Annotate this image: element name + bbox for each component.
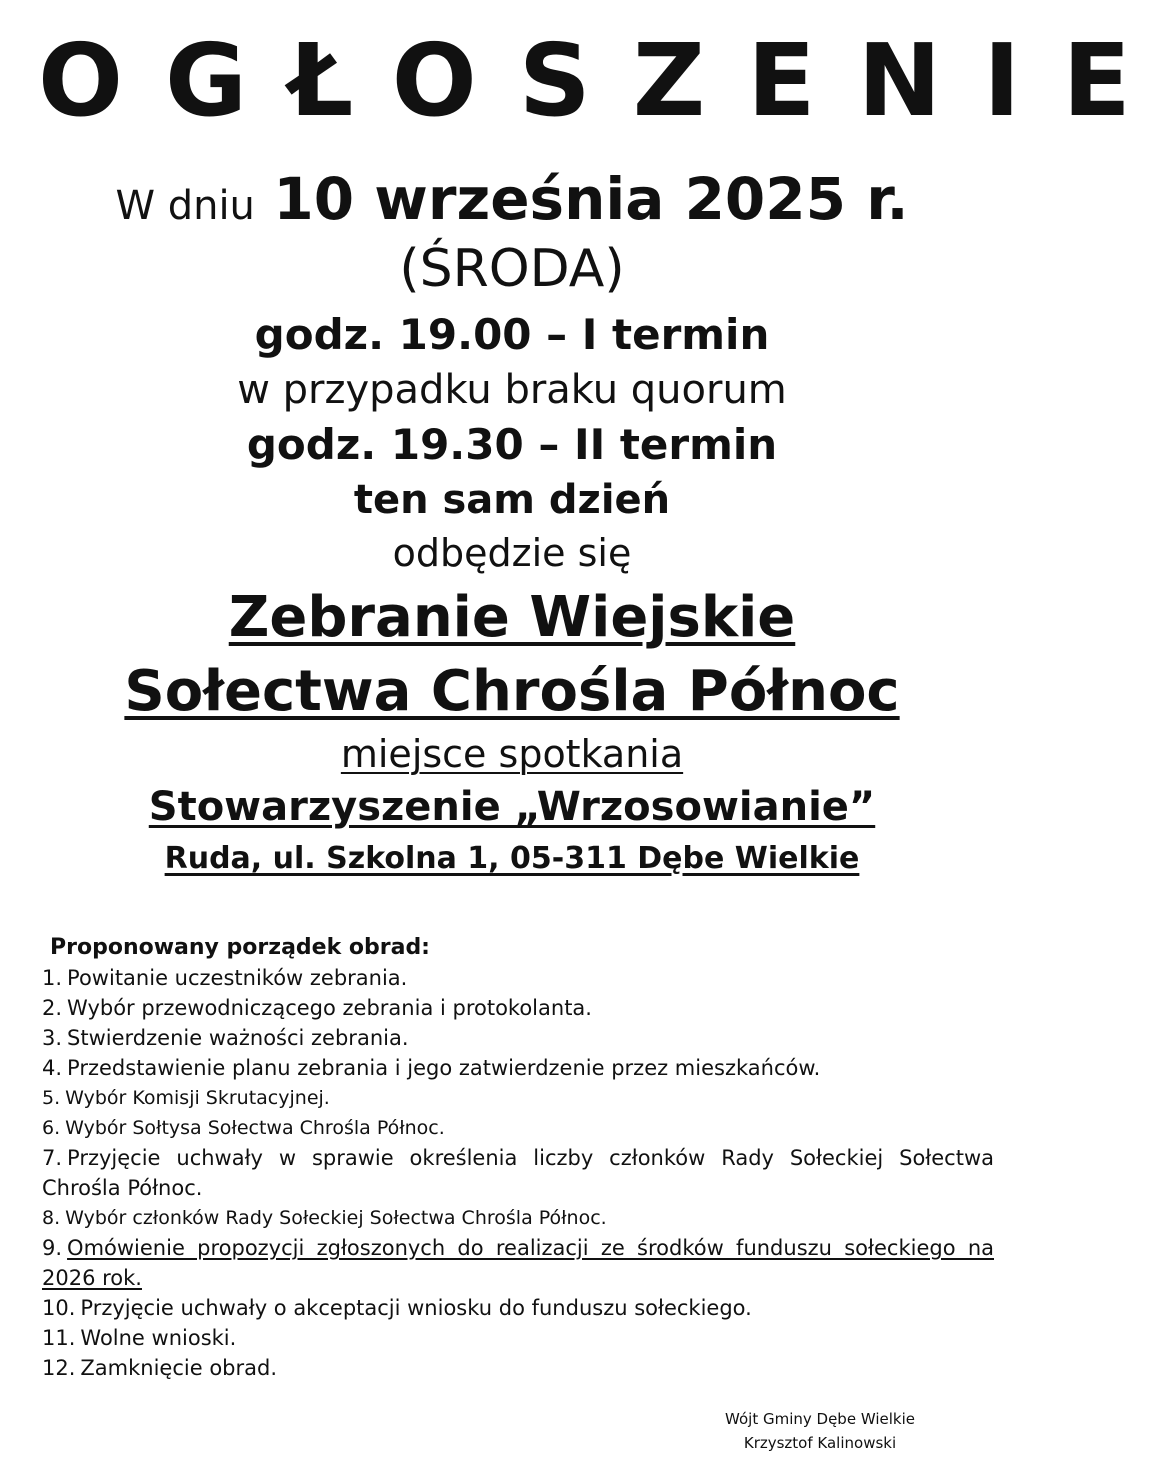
- signature-office: Wójt Gminy Dębe Wielkie: [725, 1410, 915, 1428]
- agenda-item-number: 9.: [42, 1236, 63, 1260]
- agenda-item-text: Wybór przewodniczącego zebrania i protokolanta.: [67, 996, 592, 1020]
- agenda-item-number: 2.: [42, 996, 63, 1020]
- will-take-place-text: odbędzie się: [392, 531, 632, 575]
- agenda-item-text: Wolne wnioski.: [80, 1326, 237, 1350]
- agenda-item-text: Przyjęcie uchwały o akceptacji wniosku do funduszu sołeckiego.: [80, 1296, 752, 1320]
- date-prefix: W dniu: [115, 183, 255, 229]
- agenda-item-text: Stwierdzenie ważności zebrania.: [67, 1026, 409, 1050]
- agenda-item-text: Przyjęcie uchwały w sprawie określenia liczby członków Rady Sołeckiej Sołectwa Chrośla Północ.: [42, 1146, 994, 1200]
- meeting-name-line2: Sołectwa Chrośla Północ: [124, 659, 900, 724]
- venue-address: Ruda, ul. Szkolna 1, 05-311 Dębe Wielkie: [164, 841, 860, 876]
- agenda-item: [42, 1083, 994, 1113]
- agenda-item: [42, 1233, 994, 1293]
- agenda-item-number: 4.: [42, 1056, 63, 1080]
- meeting-date-line: [0, 164, 1024, 241]
- agenda-item: [42, 993, 994, 1023]
- no-quorum-note: w przypadku braku quorum: [237, 367, 787, 413]
- agenda-item-text: Wybór Sołtysa Sołectwa Chrośla Północ.: [65, 1117, 445, 1139]
- agenda-item-text: Omówienie propozycji zgłoszonych do realizacji ze środków funduszu sołeckiego na 2026 rok.: [42, 1236, 994, 1290]
- agenda-list: [42, 963, 994, 1383]
- agenda-item-number: 12.: [42, 1356, 76, 1380]
- signature-name: Krzysztof Kalinowski: [743, 1434, 897, 1452]
- agenda-item-number: 7.: [42, 1146, 63, 1170]
- first-term-time: godz. 19.00 – I termin: [254, 310, 770, 359]
- same-day-note: ten sam dzień: [353, 477, 671, 523]
- agenda-item-text: Wybór Komisji Skrutacyjnej.: [65, 1087, 330, 1109]
- agenda-item-text: Zamknięcie obrad.: [80, 1356, 278, 1380]
- agenda-item: [42, 1203, 994, 1233]
- agenda-item-text: Powitanie uczestników zebrania.: [67, 966, 408, 990]
- agenda-item-number: 5.: [42, 1087, 61, 1109]
- agenda-item-number: 3.: [42, 1026, 63, 1050]
- venue-name: Stowarzyszenie „Wrzosowianie”: [148, 784, 876, 830]
- agenda-item-number: 1.: [42, 966, 63, 990]
- meeting-weekday: (ŚRODA): [399, 239, 625, 299]
- agenda-item: [42, 1053, 994, 1083]
- agenda-item-text: Przedstawienie planu zebrania i jego zatwierdzenie przez mieszkańców.: [67, 1056, 821, 1080]
- agenda-item: [42, 1323, 994, 1353]
- agenda-item: [42, 1143, 994, 1203]
- agenda-item: [42, 963, 994, 993]
- agenda-item-number: 6.: [42, 1117, 61, 1139]
- meeting-name-line1: Zebranie Wiejskie: [228, 585, 796, 650]
- agenda-item: [42, 1353, 994, 1383]
- agenda-item-number: 11.: [42, 1326, 76, 1350]
- agenda-item: [42, 1113, 994, 1143]
- agenda-item-number: 10.: [42, 1296, 76, 1320]
- venue-label: miejsce spotkania: [340, 732, 684, 776]
- agenda-item-number: 8.: [42, 1207, 61, 1229]
- announcement-heading: OGŁOSZENIE: [38, 22, 1173, 139]
- agenda-title: Proponowany porządek obrad:: [50, 935, 430, 960]
- second-term-time: godz. 19.30 – II termin: [246, 420, 778, 469]
- agenda-item-text: Wybór członków Rady Sołeckiej Sołectwa Chrośla Północ.: [65, 1207, 607, 1229]
- agenda-item: [42, 1023, 994, 1053]
- agenda-item: [42, 1293, 994, 1323]
- meeting-date: 10 września 2025 r.: [273, 165, 909, 233]
